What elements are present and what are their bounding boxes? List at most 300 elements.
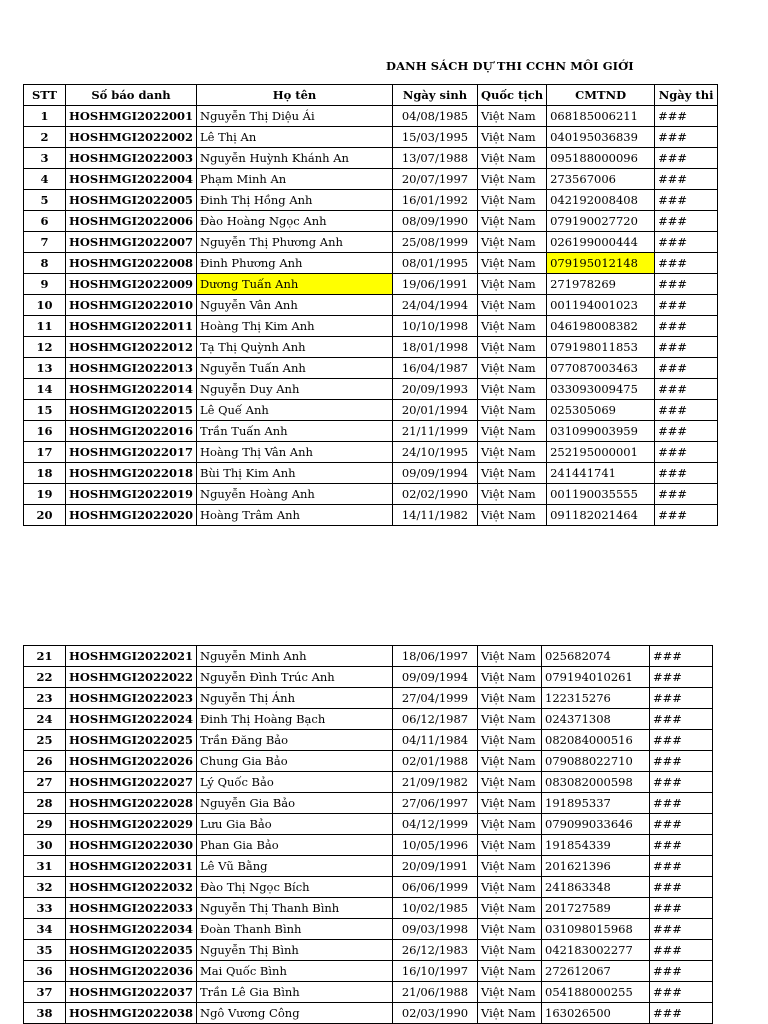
row-cmtnd: 001194001023	[547, 295, 655, 316]
row-so-bao-danh: HOSHMGI2022029	[66, 814, 197, 835]
row-cmtnd: 079194010261	[542, 667, 650, 688]
row-ho-ten: Nguyễn Gia Bảo	[197, 793, 393, 814]
row-ho-ten: Lê Vũ Bằng	[197, 856, 393, 877]
row-stt: 28	[24, 793, 66, 814]
row-stt: 18	[24, 463, 66, 484]
row-quoc-tich: Việt Nam	[478, 316, 547, 337]
row-quoc-tich: Việt Nam	[478, 814, 542, 835]
row-quoc-tich: Việt Nam	[478, 337, 547, 358]
row-cmtnd: 079198011853	[547, 337, 655, 358]
row-quoc-tich: Việt Nam	[478, 253, 547, 274]
row-ngay-sinh: 18/01/1998	[393, 337, 478, 358]
row-ngay-sinh: 09/09/1994	[393, 667, 478, 688]
row-ngay-thi: ###	[655, 211, 718, 232]
row-so-bao-danh: HOSHMGI2022006	[66, 211, 197, 232]
row-ngay-sinh: 08/01/1995	[393, 253, 478, 274]
table-row	[24, 484, 718, 505]
row-so-bao-danh: HOSHMGI2022037	[66, 982, 197, 1003]
row-ngay-sinh: 02/03/1990	[393, 1003, 478, 1024]
table-row	[24, 814, 713, 835]
row-ngay-thi: ###	[655, 379, 718, 400]
row-ho-ten: Trần Tuấn Anh	[197, 421, 393, 442]
row-stt: 3	[24, 148, 66, 169]
row-cmtnd: 095188000096	[547, 148, 655, 169]
row-stt: 21	[24, 646, 66, 667]
row-ngay-thi: ###	[655, 484, 718, 505]
row-so-bao-danh: HOSHMGI2022030	[66, 835, 197, 856]
row-ngay-sinh: 04/11/1984	[393, 730, 478, 751]
row-ngay-thi: ###	[650, 898, 713, 919]
table-row	[24, 940, 713, 961]
row-quoc-tich: Việt Nam	[478, 106, 547, 127]
row-ngay-thi: ###	[650, 814, 713, 835]
table-row	[24, 505, 718, 526]
row-ngay-thi: ###	[655, 190, 718, 211]
row-cmtnd: 201621396	[542, 856, 650, 877]
header-quoc-tich: Quốc tịch	[478, 85, 547, 106]
row-cmtnd: 068185006211	[547, 106, 655, 127]
row-ngay-sinh: 19/06/1991	[393, 274, 478, 295]
header-ngay-sinh: Ngày sinh	[393, 85, 478, 106]
row-ngay-thi: ###	[650, 793, 713, 814]
row-quoc-tich: Việt Nam	[478, 127, 547, 148]
candidate-table-2	[23, 645, 713, 1024]
header-ho-ten: Họ tên	[197, 85, 393, 106]
row-stt: 36	[24, 961, 66, 982]
row-ngay-thi: ###	[650, 961, 713, 982]
row-ho-ten: Nguyễn Thị Ánh	[197, 688, 393, 709]
table-row	[24, 793, 713, 814]
row-ho-ten: Nguyễn Thị Bình	[197, 940, 393, 961]
header-cmtnd: CMTND	[547, 85, 655, 106]
table-row	[24, 982, 713, 1003]
row-cmtnd: 191854339	[542, 835, 650, 856]
row-ho-ten: Hoàng Thị Kim Anh	[197, 316, 393, 337]
row-stt: 24	[24, 709, 66, 730]
row-ngay-sinh: 16/04/1987	[393, 358, 478, 379]
row-stt: 31	[24, 856, 66, 877]
table-row	[24, 442, 718, 463]
header-stt: STT	[24, 85, 66, 106]
row-quoc-tich: Việt Nam	[478, 484, 547, 505]
row-ho-ten: Nguyễn Vân Anh	[197, 295, 393, 316]
table-row	[24, 337, 718, 358]
row-stt: 38	[24, 1003, 66, 1024]
row-ngay-sinh: 09/09/1994	[393, 463, 478, 484]
row-ho-ten: Nguyễn Duy Anh	[197, 379, 393, 400]
table-row	[24, 211, 718, 232]
row-ngay-thi: ###	[655, 295, 718, 316]
row-quoc-tich: Việt Nam	[478, 148, 547, 169]
row-ngay-sinh: 21/09/1982	[393, 772, 478, 793]
row-ngay-thi: ###	[650, 730, 713, 751]
row-stt: 29	[24, 814, 66, 835]
row-ngay-thi: ###	[655, 442, 718, 463]
row-stt: 25	[24, 730, 66, 751]
row-quoc-tich: Việt Nam	[478, 793, 542, 814]
row-so-bao-danh: HOSHMGI2022013	[66, 358, 197, 379]
row-cmtnd: 025682074	[542, 646, 650, 667]
row-stt: 5	[24, 190, 66, 211]
row-ho-ten: Phan Gia Bảo	[197, 835, 393, 856]
row-ngay-sinh: 20/01/1994	[393, 400, 478, 421]
row-quoc-tich: Việt Nam	[478, 772, 542, 793]
row-ho-ten: Nguyễn Hoàng Anh	[197, 484, 393, 505]
table-row	[24, 274, 718, 295]
row-ho-ten: Nguyễn Thị Thanh Bình	[197, 898, 393, 919]
table-row	[24, 295, 718, 316]
row-quoc-tich: Việt Nam	[478, 646, 542, 667]
row-ho-ten: Ngô Vương Công	[197, 1003, 393, 1024]
row-ngay-thi: ###	[650, 856, 713, 877]
row-cmtnd: 241863348	[542, 877, 650, 898]
row-so-bao-danh: HOSHMGI2022027	[66, 772, 197, 793]
row-ngay-thi: ###	[655, 505, 718, 526]
row-cmtnd: 077087003463	[547, 358, 655, 379]
row-so-bao-danh: HOSHMGI2022016	[66, 421, 197, 442]
table-row	[24, 646, 713, 667]
row-stt: 9	[24, 274, 66, 295]
row-ho-ten: Nguyễn Minh Anh	[197, 646, 393, 667]
row-stt: 19	[24, 484, 66, 505]
row-ngay-sinh: 20/09/1991	[393, 856, 478, 877]
row-cmtnd: 079195012148	[547, 253, 655, 274]
row-ho-ten: Hoàng Thị Vân Anh	[197, 442, 393, 463]
table-row	[24, 688, 713, 709]
row-cmtnd: 046198008382	[547, 316, 655, 337]
row-so-bao-danh: HOSHMGI2022024	[66, 709, 197, 730]
row-ho-ten: Đinh Thị Hoàng Bạch	[197, 709, 393, 730]
table-row	[24, 898, 713, 919]
row-so-bao-danh: HOSHMGI2022036	[66, 961, 197, 982]
document-title: DANH SÁCH DỰ THI CCHN MÔI GIỚI	[386, 59, 634, 73]
row-ho-ten: Đinh Phương Anh	[197, 253, 393, 274]
row-ngay-sinh: 27/04/1999	[393, 688, 478, 709]
table-row	[24, 190, 718, 211]
row-quoc-tich: Việt Nam	[478, 211, 547, 232]
row-ho-ten: Nguyễn Huỳnh Khánh An	[197, 148, 393, 169]
row-quoc-tich: Việt Nam	[478, 505, 547, 526]
row-so-bao-danh: HOSHMGI2022026	[66, 751, 197, 772]
row-ho-ten: Nguyễn Thị Phương Anh	[197, 232, 393, 253]
row-stt: 10	[24, 295, 66, 316]
row-so-bao-danh: HOSHMGI2022008	[66, 253, 197, 274]
row-so-bao-danh: HOSHMGI2022018	[66, 463, 197, 484]
row-cmtnd: 024371308	[542, 709, 650, 730]
table-row	[24, 379, 718, 400]
row-ho-ten: Trần Lê Gia Bình	[197, 982, 393, 1003]
table-header-row	[24, 85, 718, 106]
row-so-bao-danh: HOSHMGI2022028	[66, 793, 197, 814]
row-quoc-tich: Việt Nam	[478, 898, 542, 919]
row-so-bao-danh: HOSHMGI2022022	[66, 667, 197, 688]
row-ngay-sinh: 04/12/1999	[393, 814, 478, 835]
row-stt: 27	[24, 772, 66, 793]
row-stt: 7	[24, 232, 66, 253]
row-quoc-tich: Việt Nam	[478, 877, 542, 898]
row-ngay-thi: ###	[650, 688, 713, 709]
row-quoc-tich: Việt Nam	[478, 190, 547, 211]
table-row	[24, 316, 718, 337]
row-stt: 8	[24, 253, 66, 274]
row-cmtnd: 272612067	[542, 961, 650, 982]
row-cmtnd: 091182021464	[547, 505, 655, 526]
table-row	[24, 253, 718, 274]
row-ngay-thi: ###	[650, 646, 713, 667]
row-quoc-tich: Việt Nam	[478, 961, 542, 982]
row-ngay-thi: ###	[650, 940, 713, 961]
row-ho-ten: Dương Tuấn Anh	[197, 274, 393, 295]
row-ngay-thi: ###	[655, 232, 718, 253]
row-ngay-thi: ###	[650, 877, 713, 898]
row-cmtnd: 271978269	[547, 274, 655, 295]
row-stt: 14	[24, 379, 66, 400]
row-cmtnd: 273567006	[547, 169, 655, 190]
table-row	[24, 835, 713, 856]
row-quoc-tich: Việt Nam	[478, 940, 542, 961]
row-so-bao-danh: HOSHMGI2022025	[66, 730, 197, 751]
row-ngay-sinh: 24/10/1995	[393, 442, 478, 463]
table-row	[24, 709, 713, 730]
row-ngay-sinh: 14/11/1982	[393, 505, 478, 526]
row-ngay-thi: ###	[655, 358, 718, 379]
row-ho-ten: Nguyễn Tuấn Anh	[197, 358, 393, 379]
table-row	[24, 667, 713, 688]
row-ho-ten: Lê Quế Anh	[197, 400, 393, 421]
row-ho-ten: Đoàn Thanh Bình	[197, 919, 393, 940]
row-ho-ten: Lý Quốc Bảo	[197, 772, 393, 793]
row-quoc-tich: Việt Nam	[478, 688, 542, 709]
row-so-bao-danh: HOSHMGI2022023	[66, 688, 197, 709]
row-cmtnd: 252195000001	[547, 442, 655, 463]
row-stt: 16	[24, 421, 66, 442]
row-cmtnd: 079088022710	[542, 751, 650, 772]
row-so-bao-danh: HOSHMGI2022004	[66, 169, 197, 190]
row-ngay-sinh: 21/06/1988	[393, 982, 478, 1003]
row-cmtnd: 083082000598	[542, 772, 650, 793]
row-ho-ten: Chung Gia Bảo	[197, 751, 393, 772]
row-stt: 34	[24, 919, 66, 940]
row-quoc-tich: Việt Nam	[478, 358, 547, 379]
table-row	[24, 1003, 713, 1024]
row-ngay-thi: ###	[650, 1003, 713, 1024]
row-ho-ten: Lưu Gia Bảo	[197, 814, 393, 835]
table-row	[24, 877, 713, 898]
row-cmtnd: 079099033646	[542, 814, 650, 835]
row-cmtnd: 082084000516	[542, 730, 650, 751]
row-so-bao-danh: HOSHMGI2022001	[66, 106, 197, 127]
row-stt: 35	[24, 940, 66, 961]
row-ngay-sinh: 16/10/1997	[393, 961, 478, 982]
row-quoc-tich: Việt Nam	[478, 379, 547, 400]
row-quoc-tich: Việt Nam	[478, 835, 542, 856]
row-quoc-tich: Việt Nam	[478, 751, 542, 772]
row-stt: 15	[24, 400, 66, 421]
row-ho-ten: Phạm Minh An	[197, 169, 393, 190]
row-cmtnd: 001190035555	[547, 484, 655, 505]
row-ngay-thi: ###	[655, 127, 718, 148]
row-ngay-thi: ###	[650, 709, 713, 730]
row-so-bao-danh: HOSHMGI2022021	[66, 646, 197, 667]
row-cmtnd: 079190027720	[547, 211, 655, 232]
row-ngay-sinh: 10/05/1996	[393, 835, 478, 856]
row-ngay-sinh: 06/06/1999	[393, 877, 478, 898]
row-stt: 2	[24, 127, 66, 148]
row-ngay-sinh: 10/10/1998	[393, 316, 478, 337]
candidate-table-1	[23, 84, 718, 526]
row-cmtnd: 191895337	[542, 793, 650, 814]
row-stt: 6	[24, 211, 66, 232]
table-row	[24, 772, 713, 793]
row-ngay-thi: ###	[650, 751, 713, 772]
row-ngay-thi: ###	[655, 421, 718, 442]
row-so-bao-danh: HOSHMGI2022034	[66, 919, 197, 940]
row-cmtnd: 122315276	[542, 688, 650, 709]
row-so-bao-danh: HOSHMGI2022031	[66, 856, 197, 877]
row-quoc-tich: Việt Nam	[478, 1003, 542, 1024]
row-so-bao-danh: HOSHMGI2022011	[66, 316, 197, 337]
row-stt: 32	[24, 877, 66, 898]
row-ngay-thi: ###	[655, 400, 718, 421]
row-ngay-sinh: 20/09/1993	[393, 379, 478, 400]
row-ngay-thi: ###	[655, 316, 718, 337]
row-ho-ten: Tạ Thị Quỳnh Anh	[197, 337, 393, 358]
table-row	[24, 919, 713, 940]
row-cmtnd: 031099003959	[547, 421, 655, 442]
row-stt: 33	[24, 898, 66, 919]
row-quoc-tich: Việt Nam	[478, 274, 547, 295]
row-quoc-tich: Việt Nam	[478, 400, 547, 421]
row-ho-ten: Mai Quốc Bình	[197, 961, 393, 982]
row-quoc-tich: Việt Nam	[478, 982, 542, 1003]
row-ngay-thi: ###	[650, 982, 713, 1003]
row-ngay-sinh: 26/12/1983	[393, 940, 478, 961]
row-ngay-sinh: 06/12/1987	[393, 709, 478, 730]
header-ngay-thi: Ngày thi	[655, 85, 718, 106]
row-so-bao-danh: HOSHMGI2022015	[66, 400, 197, 421]
row-ho-ten: Nguyễn Đình Trúc Anh	[197, 667, 393, 688]
row-stt: 37	[24, 982, 66, 1003]
row-so-bao-danh: HOSHMGI2022020	[66, 505, 197, 526]
row-so-bao-danh: HOSHMGI2022003	[66, 148, 197, 169]
row-quoc-tich: Việt Nam	[478, 463, 547, 484]
header-so-bao-danh: Số báo danh	[66, 85, 197, 106]
row-cmtnd: 033093009475	[547, 379, 655, 400]
row-ho-ten: Lê Thị An	[197, 127, 393, 148]
row-stt: 22	[24, 667, 66, 688]
row-quoc-tich: Việt Nam	[478, 667, 542, 688]
row-so-bao-danh: HOSHMGI2022017	[66, 442, 197, 463]
row-so-bao-danh: HOSHMGI2022002	[66, 127, 197, 148]
row-so-bao-danh: HOSHMGI2022019	[66, 484, 197, 505]
table-row	[24, 169, 718, 190]
row-ngay-thi: ###	[655, 337, 718, 358]
row-cmtnd: 026199000444	[547, 232, 655, 253]
row-stt: 23	[24, 688, 66, 709]
row-cmtnd: 054188000255	[542, 982, 650, 1003]
row-ngay-sinh: 24/04/1994	[393, 295, 478, 316]
row-ngay-sinh: 15/03/1995	[393, 127, 478, 148]
table-row	[24, 127, 718, 148]
row-cmtnd: 201727589	[542, 898, 650, 919]
row-so-bao-danh: HOSHMGI2022012	[66, 337, 197, 358]
row-quoc-tich: Việt Nam	[478, 730, 542, 751]
row-cmtnd: 031098015968	[542, 919, 650, 940]
row-cmtnd: 042183002277	[542, 940, 650, 961]
row-ngay-sinh: 18/06/1997	[393, 646, 478, 667]
row-stt: 12	[24, 337, 66, 358]
row-quoc-tich: Việt Nam	[478, 169, 547, 190]
table-row	[24, 421, 718, 442]
row-so-bao-danh: HOSHMGI2022033	[66, 898, 197, 919]
table-row	[24, 751, 713, 772]
row-stt: 11	[24, 316, 66, 337]
row-stt: 4	[24, 169, 66, 190]
row-quoc-tich: Việt Nam	[478, 919, 542, 940]
row-quoc-tich: Việt Nam	[478, 442, 547, 463]
table-row	[24, 148, 718, 169]
row-ngay-sinh: 20/07/1997	[393, 169, 478, 190]
row-ngay-sinh: 13/07/1988	[393, 148, 478, 169]
row-ngay-thi: ###	[655, 148, 718, 169]
row-ngay-sinh: 10/02/1985	[393, 898, 478, 919]
row-ngay-thi: ###	[650, 667, 713, 688]
row-cmtnd: 040195036839	[547, 127, 655, 148]
row-stt: 1	[24, 106, 66, 127]
table-row	[24, 856, 713, 877]
row-ngay-sinh: 25/08/1999	[393, 232, 478, 253]
row-ngay-sinh: 09/03/1998	[393, 919, 478, 940]
table-row	[24, 961, 713, 982]
row-so-bao-danh: HOSHMGI2022035	[66, 940, 197, 961]
row-cmtnd: 241441741	[547, 463, 655, 484]
row-stt: 26	[24, 751, 66, 772]
row-cmtnd: 025305069	[547, 400, 655, 421]
row-so-bao-danh: HOSHMGI2022009	[66, 274, 197, 295]
row-ho-ten: Đinh Thị Hồng Anh	[197, 190, 393, 211]
row-quoc-tich: Việt Nam	[478, 421, 547, 442]
row-cmtnd: 163026500	[542, 1003, 650, 1024]
row-ho-ten: Nguyễn Thị Diệu Ái	[197, 106, 393, 127]
row-stt: 20	[24, 505, 66, 526]
row-ngay-thi: ###	[655, 253, 718, 274]
row-so-bao-danh: HOSHMGI2022014	[66, 379, 197, 400]
row-stt: 30	[24, 835, 66, 856]
row-ngay-sinh: 16/01/1992	[393, 190, 478, 211]
table-row	[24, 358, 718, 379]
row-stt: 17	[24, 442, 66, 463]
row-ngay-sinh: 21/11/1999	[393, 421, 478, 442]
table-row	[24, 463, 718, 484]
row-ho-ten: Đào Thị Ngọc Bích	[197, 877, 393, 898]
row-ngay-thi: ###	[655, 274, 718, 295]
row-quoc-tich: Việt Nam	[478, 856, 542, 877]
row-ngay-thi: ###	[655, 169, 718, 190]
table-row	[24, 232, 718, 253]
row-so-bao-danh: HOSHMGI2022007	[66, 232, 197, 253]
row-quoc-tich: Việt Nam	[478, 295, 547, 316]
row-so-bao-danh: HOSHMGI2022005	[66, 190, 197, 211]
row-ngay-thi: ###	[655, 463, 718, 484]
row-ho-ten: Hoàng Trâm Anh	[197, 505, 393, 526]
row-ngay-sinh: 27/06/1997	[393, 793, 478, 814]
row-so-bao-danh: HOSHMGI2022032	[66, 877, 197, 898]
row-so-bao-danh: HOSHMGI2022038	[66, 1003, 197, 1024]
table-row	[24, 730, 713, 751]
row-ngay-sinh: 02/02/1990	[393, 484, 478, 505]
table-row	[24, 400, 718, 421]
row-ho-ten: Đào Hoàng Ngọc Anh	[197, 211, 393, 232]
